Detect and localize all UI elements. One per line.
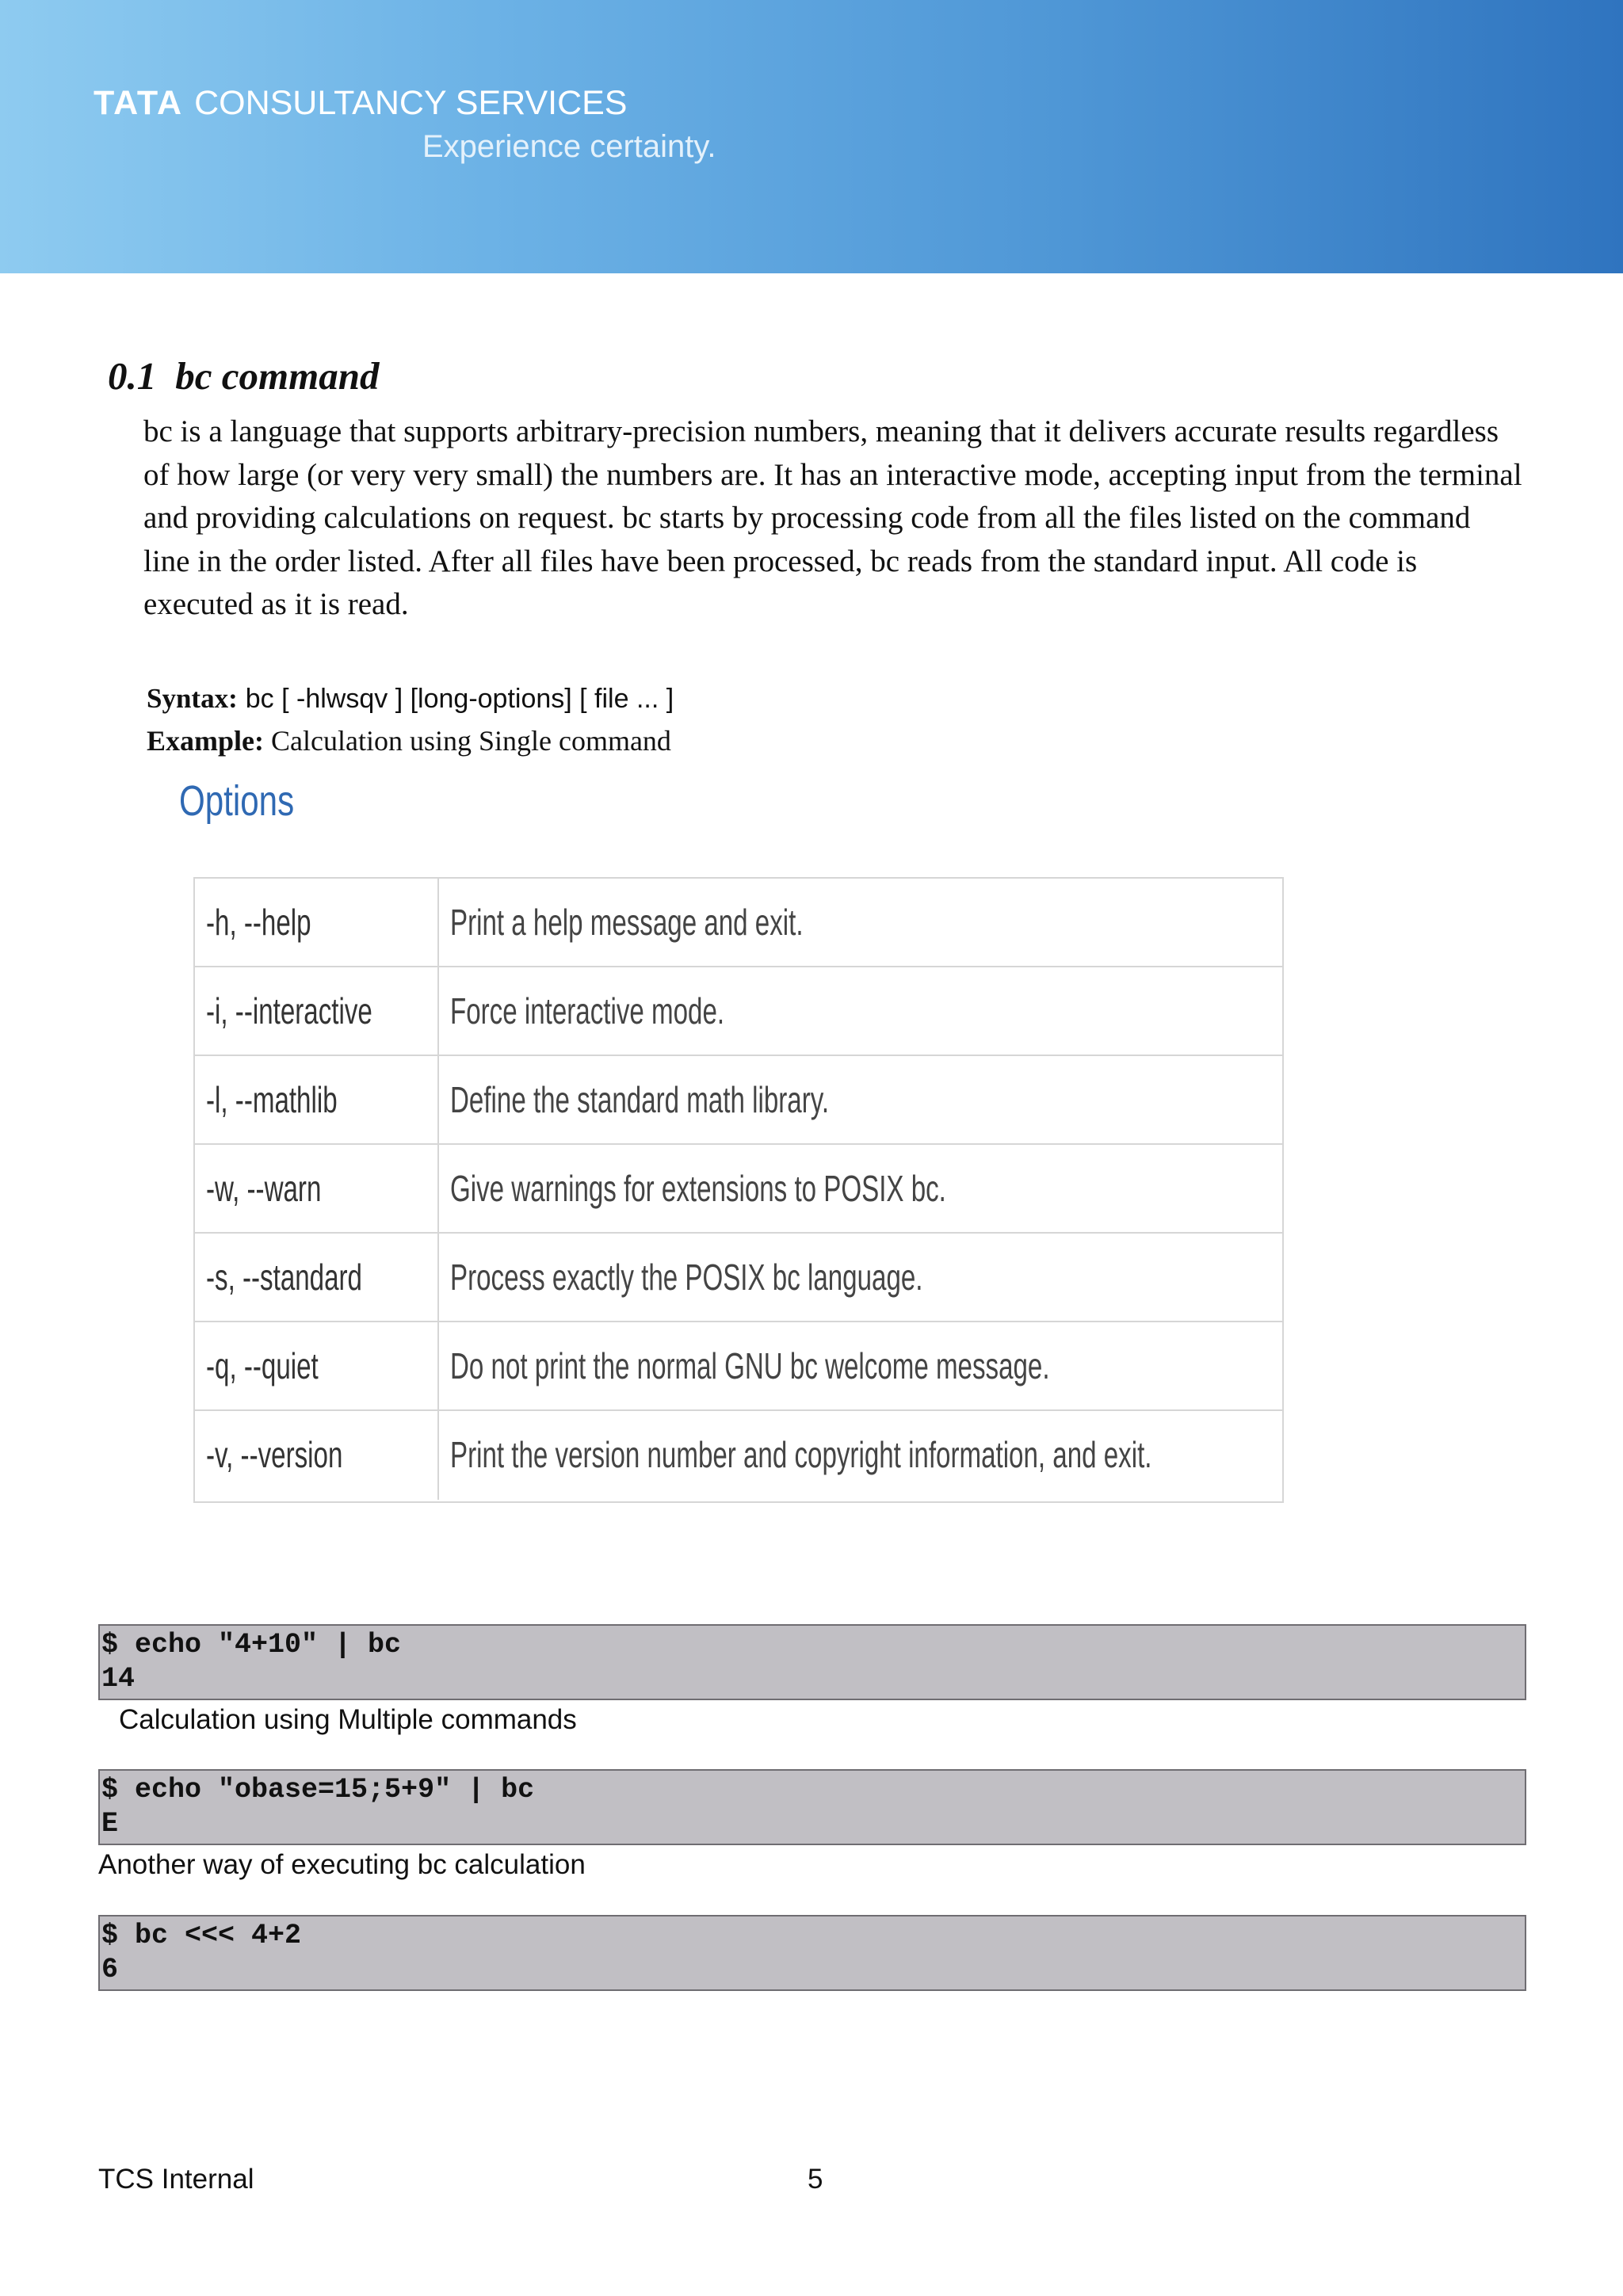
options-row	[195, 1234, 1282, 1322]
option-desc-cell	[439, 1322, 1282, 1409]
options-row	[195, 879, 1282, 967]
option-flag-cell	[195, 1234, 439, 1321]
options-row	[195, 1056, 1282, 1145]
header-banner	[0, 0, 1623, 273]
section-paragraph: bc is a language that supports arbitrary-precision numbers, meaning that it delivers accurate results regardless of how large (or very very small) the numbers are. It has an interactive mode, accepting input from the terminal and providing calculations on request. bc starts by processing code from all the files listed on the command line in the order listed. After all files have been processed, bc reads from the standard input. All code is executed as it is read.	[143, 414, 1522, 621]
code-output: 6	[101, 1954, 119, 1985]
option-desc-cell	[439, 879, 1282, 966]
code-command: $ bc <<< 4+2	[101, 1920, 302, 1951]
logo-tagline: Experience certainty.	[422, 129, 716, 164]
option-description: Print the version number and copyright information, and exit.	[450, 1434, 1152, 1475]
option-flag-cell	[195, 967, 439, 1055]
option-desc-cell	[439, 967, 1282, 1055]
section-number: 0.1	[108, 354, 157, 398]
option-flag: -s, --standard	[206, 1257, 362, 1298]
code-caption: Another way of executing bc calculation	[98, 1849, 586, 1880]
example-label: Example:	[147, 725, 264, 757]
section-title: bc command	[175, 354, 380, 398]
option-flag: -w, --warn	[206, 1168, 322, 1209]
option-description: Give warnings for extensions to POSIX bc.	[450, 1168, 946, 1209]
footer-classification: TCS Internal	[98, 2164, 254, 2195]
example-value: Calculation using Single command	[271, 725, 671, 757]
option-flag: -h, --help	[206, 902, 311, 943]
option-description: Do not print the normal GNU bc welcome message.	[450, 1345, 1050, 1386]
code-block	[98, 1915, 1526, 1991]
option-desc-cell	[439, 1056, 1282, 1143]
option-flag-cell	[195, 1322, 439, 1409]
options-row	[195, 1322, 1282, 1411]
syntax-label: Syntax:	[147, 683, 238, 714]
syntax-value: bc [ -hlwsqv ] [long-options] [ file ... ]	[245, 684, 674, 714]
option-description: Force interactive mode.	[450, 990, 725, 1032]
option-desc-cell	[439, 1234, 1282, 1321]
code-output: E	[101, 1808, 119, 1840]
code-block	[98, 1624, 1526, 1700]
option-flag: -v, --version	[206, 1434, 343, 1475]
options-title: Options	[179, 777, 295, 825]
option-flag-cell	[195, 1056, 439, 1143]
option-description: Define the standard math library.	[450, 1079, 830, 1120]
example-line	[147, 724, 671, 757]
code-command: $ echo "4+10" | bc	[101, 1629, 402, 1661]
option-flag-cell	[195, 1411, 439, 1500]
option-description: Print a help message and exit.	[450, 902, 804, 943]
option-desc-cell	[439, 1411, 1282, 1500]
option-flag: -q, --quiet	[206, 1345, 319, 1386]
option-flag-cell	[195, 879, 439, 966]
option-flag: -i, --interactive	[206, 990, 372, 1032]
code-caption: Calculation using Multiple commands	[119, 1704, 577, 1735]
footer-page-number: 5	[808, 2164, 823, 2195]
syntax-line	[147, 683, 674, 715]
logo-company-name: CONSULTANCY SERVICES	[194, 84, 628, 122]
code-block	[98, 1769, 1526, 1845]
options-row	[195, 1145, 1282, 1234]
option-flag-cell	[195, 1145, 439, 1232]
option-description: Process exactly the POSIX bc language.	[450, 1257, 923, 1298]
option-flag: -l, --mathlib	[206, 1079, 338, 1120]
options-row	[195, 1411, 1282, 1500]
options-row	[195, 967, 1282, 1056]
company-logo	[94, 84, 627, 123]
logo-brand: TATA	[94, 84, 184, 122]
options-table	[193, 877, 1284, 1503]
code-command: $ echo "obase=15;5+9" | bc	[101, 1774, 535, 1806]
option-desc-cell	[439, 1145, 1282, 1232]
section-heading	[108, 353, 379, 399]
code-output: 14	[101, 1663, 136, 1695]
